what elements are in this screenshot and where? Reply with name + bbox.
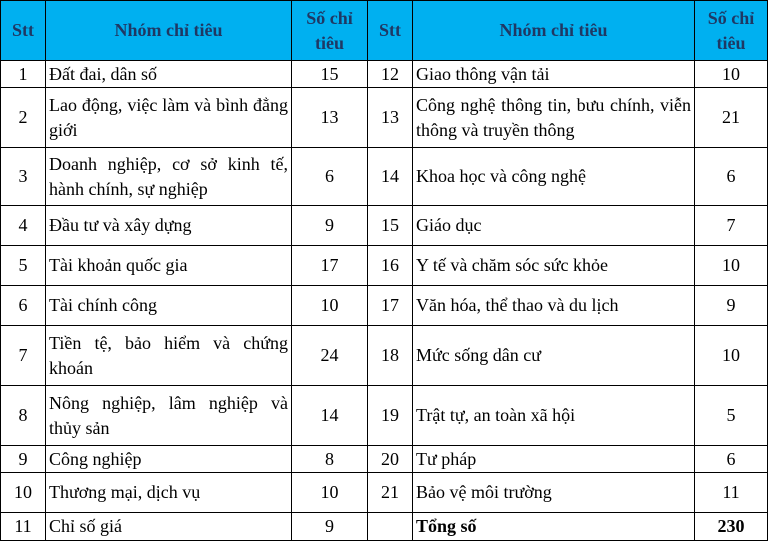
table-row xyxy=(1,246,768,286)
count-cell: 9 xyxy=(292,513,368,541)
table-row xyxy=(1,206,768,246)
count-cell: 6 xyxy=(292,148,368,206)
count-cell: 6 xyxy=(695,446,768,473)
group-cell: Văn hóa, thể thao và du lịch xyxy=(413,286,695,326)
group-cell: Công nghiệp xyxy=(46,446,292,473)
table-row xyxy=(1,446,768,473)
count-cell: 8 xyxy=(292,446,368,473)
stt-cell: 19 xyxy=(368,386,413,446)
stt-cell: 17 xyxy=(368,286,413,326)
header-count-left: Số chỉ tiêu xyxy=(292,1,368,61)
table-row xyxy=(1,88,768,148)
total-label: Tổng số xyxy=(413,513,695,541)
count-cell: 21 xyxy=(695,88,768,148)
group-cell: Chỉ số giá xyxy=(46,513,292,541)
stt-cell: 2 xyxy=(1,88,46,148)
group-cell: Mức sống dân cư xyxy=(413,326,695,386)
stt-cell: 1 xyxy=(1,61,46,88)
table-row xyxy=(1,286,768,326)
group-cell: Tư pháp xyxy=(413,446,695,473)
stt-cell: 15 xyxy=(368,206,413,246)
group-cell: Trật tự, an toàn xã hội xyxy=(413,386,695,446)
count-cell: 5 xyxy=(695,386,768,446)
stt-cell: 6 xyxy=(1,286,46,326)
group-cell: Tài chính công xyxy=(46,286,292,326)
table-row xyxy=(1,513,768,541)
count-cell: 24 xyxy=(292,326,368,386)
count-cell: 17 xyxy=(292,246,368,286)
stt-cell: 5 xyxy=(1,246,46,286)
group-cell: Khoa học và công nghệ xyxy=(413,148,695,206)
count-cell: 10 xyxy=(292,286,368,326)
header-stt-right: Stt xyxy=(368,1,413,61)
stt-cell: 10 xyxy=(1,473,46,513)
table-row xyxy=(1,61,768,88)
stt-cell: 3 xyxy=(1,148,46,206)
table-row xyxy=(1,148,768,206)
header-count-right: Số chỉ tiêu xyxy=(695,1,768,61)
count-cell: 11 xyxy=(695,473,768,513)
group-cell: Công nghệ thông tin, bưu chính, viễn thông và truyền thông xyxy=(413,88,695,148)
count-cell: 7 xyxy=(695,206,768,246)
group-cell: Lao động, việc làm và bình đẳng giới xyxy=(46,88,292,148)
header-row xyxy=(1,1,768,61)
stt-cell: 16 xyxy=(368,246,413,286)
table-row xyxy=(1,326,768,386)
stt-cell: 4 xyxy=(1,206,46,246)
stt-cell: 8 xyxy=(1,386,46,446)
stt-cell: 7 xyxy=(1,326,46,386)
stt-cell: 14 xyxy=(368,148,413,206)
header-stt-left: Stt xyxy=(1,1,46,61)
count-cell: 10 xyxy=(695,326,768,386)
count-cell: 6 xyxy=(695,148,768,206)
total-count: 230 xyxy=(695,513,768,541)
stt-cell: 18 xyxy=(368,326,413,386)
stt-cell: 20 xyxy=(368,446,413,473)
group-cell: Bảo vệ môi trường xyxy=(413,473,695,513)
count-cell: 10 xyxy=(695,246,768,286)
table-row xyxy=(1,473,768,513)
stt-cell: 11 xyxy=(1,513,46,541)
group-cell: Y tế và chăm sóc sức khỏe xyxy=(413,246,695,286)
stt-cell xyxy=(368,513,413,541)
count-cell: 13 xyxy=(292,88,368,148)
count-cell: 15 xyxy=(292,61,368,88)
group-cell: Đầu tư và xây dựng xyxy=(46,206,292,246)
header-group-right: Nhóm chỉ tiêu xyxy=(413,1,695,61)
table-row xyxy=(1,386,768,446)
stt-cell: 13 xyxy=(368,88,413,148)
stt-cell: 21 xyxy=(368,473,413,513)
count-cell: 9 xyxy=(695,286,768,326)
stt-cell: 9 xyxy=(1,446,46,473)
count-cell: 10 xyxy=(292,473,368,513)
group-cell: Tài khoản quốc gia xyxy=(46,246,292,286)
count-cell: 10 xyxy=(695,61,768,88)
group-cell: Doanh nghiệp, cơ sở kinh tế, hành chính, sự nghiệp xyxy=(46,148,292,206)
count-cell: 9 xyxy=(292,206,368,246)
header-group-left: Nhóm chỉ tiêu xyxy=(46,1,292,61)
count-cell: 14 xyxy=(292,386,368,446)
group-cell: Giáo dục xyxy=(413,206,695,246)
group-cell: Thương mại, dịch vụ xyxy=(46,473,292,513)
group-cell: Nông nghiệp, lâm nghiệp và thủy sản xyxy=(46,386,292,446)
group-cell: Giao thông vận tải xyxy=(413,61,695,88)
stt-cell: 12 xyxy=(368,61,413,88)
group-cell: Tiền tệ, bảo hiểm và chứng khoán xyxy=(46,326,292,386)
group-cell: Đất đai, dân số xyxy=(46,61,292,88)
